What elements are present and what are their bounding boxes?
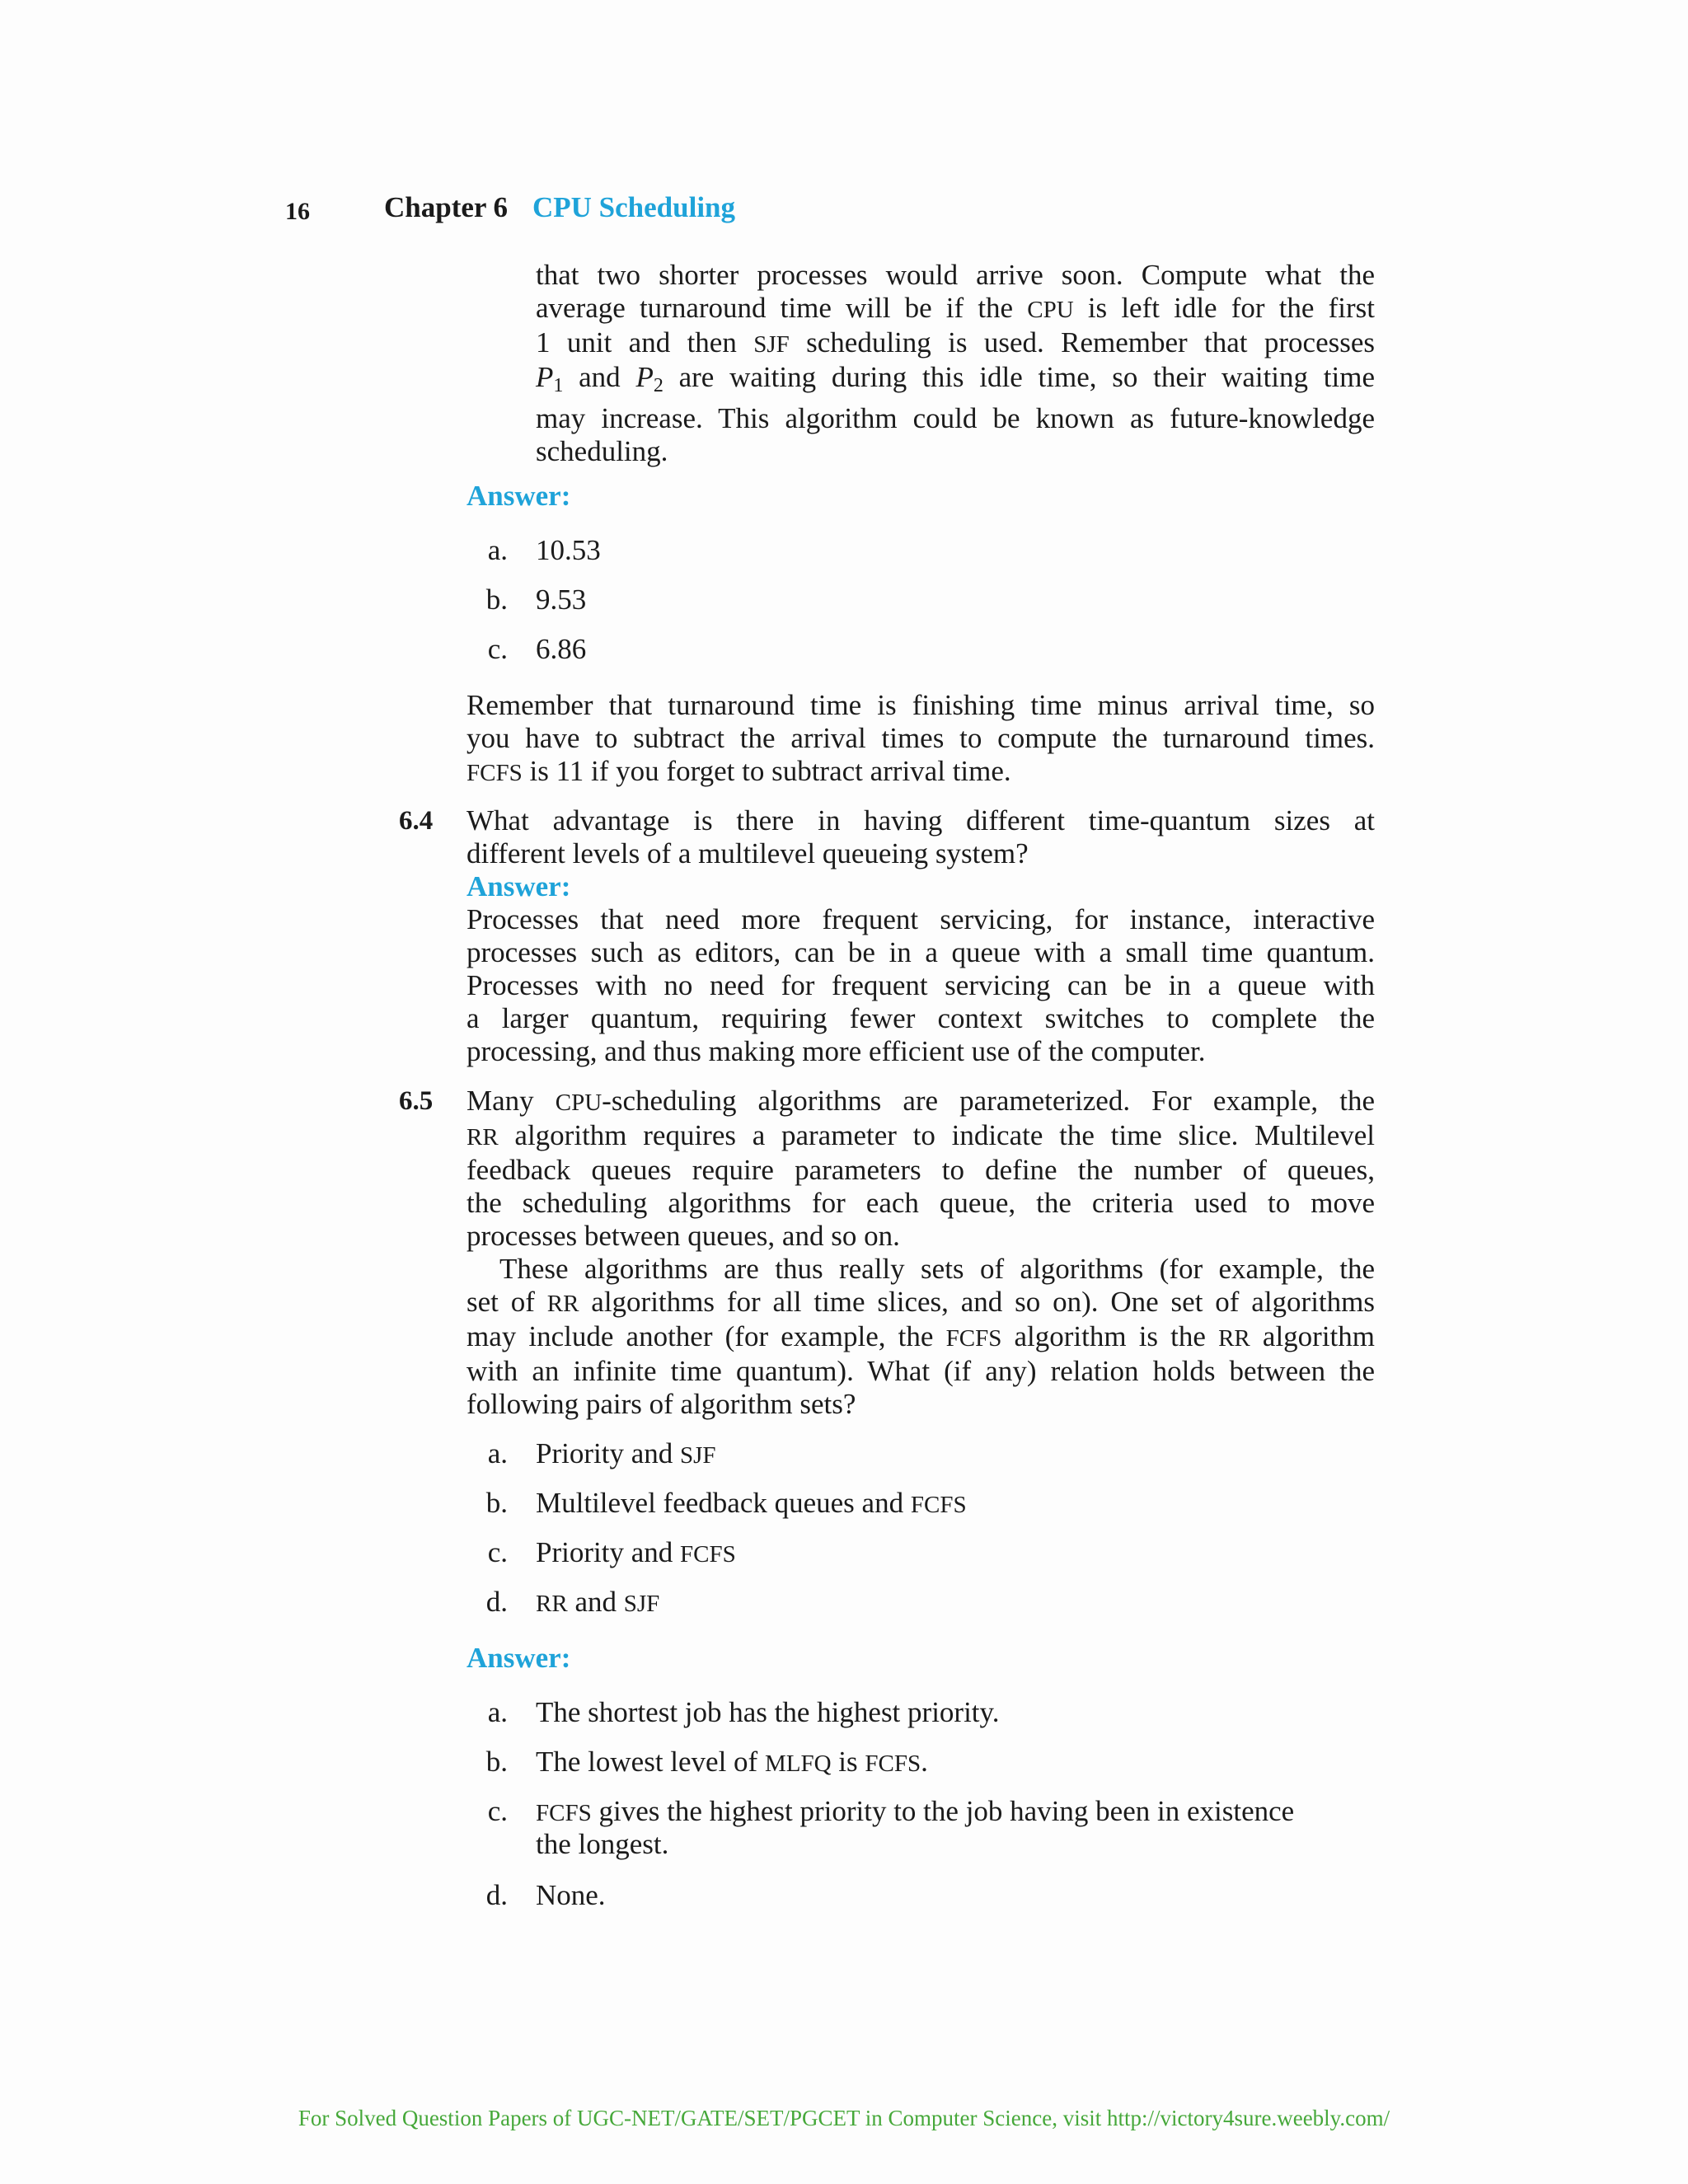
- running-header: [0, 191, 1688, 232]
- answer-note: Remember that turnaround time is finishing time minus arrival time, so you have to subtract the arrival times to compute the turnaround times. FCFS is 11 if you forget to subtract arrival time.: [467, 689, 1375, 787]
- text-line: $P_1$ and $P_2$ are waiting during this idle time, so their waiting time: [536, 361, 1375, 396]
- answer-label: Answer:: [467, 870, 571, 902]
- footer-promo-text: For Solved Question Papers of UGC-NET/GATE/SET/PGCET in Computer Science, visit http://victory4sure.weebly.com/: [298, 2106, 1390, 2130]
- page-number: 16: [285, 198, 310, 225]
- chapter-label: Chapter 6: [384, 191, 509, 223]
- question-6-5: Many CPU-scheduling algorithms are parameterized. For example, the RR algorithm requires a parameter to indicate the time slice. Multilevel feedback queues require parameters to define the number of queues, the scheduling algorithms for each queue, the criteria used to move processes between queues, and so on. These algorithms are thus really sets of algorithms (for example, the set of RR algorithms for all time slices, and so on). One set of algorithms may include another (for example, the FCFS algorithm is the RR algorithm with an infinite time quantum). What (if any) relation holds between the following pairs of algorithm sets?: [467, 1085, 1376, 1420]
- chapter-title: CPU Scheduling: [532, 191, 736, 223]
- question-6-4: What advantage is there in having different time-quantum sizes at different levels of a multilevel queueing system? Answer: Processes that need more frequent servicing, for instance, interactive processes such as editors, can be in a queue with a small time quantum. Processes with no need for frequent servicing can be in a queue with a larger quantum, requiring fewer context switches to complete the processing, and thus making more efficient use of the computer.: [467, 804, 1375, 1067]
- text-line: 1 unit and then SJF scheduling is used. Remember that processes: [536, 326, 1376, 359]
- question-6-3-continuation: [536, 259, 1375, 468]
- text-line: average turnaround time will be if the CPU is left idle for the first: [536, 292, 1375, 324]
- answer-label: Answer:: [467, 1642, 571, 1674]
- text-line: scheduling.: [536, 435, 668, 467]
- question-number: 6.5: [399, 1086, 434, 1116]
- text-line: may increase. This algorithm could be known as future-knowledge: [536, 402, 1375, 434]
- answer-label: Answer:: [467, 480, 571, 512]
- question-number: 6.4: [399, 806, 434, 836]
- text-line: that two shorter processes would arrive soon. Compute what the: [536, 259, 1375, 291]
